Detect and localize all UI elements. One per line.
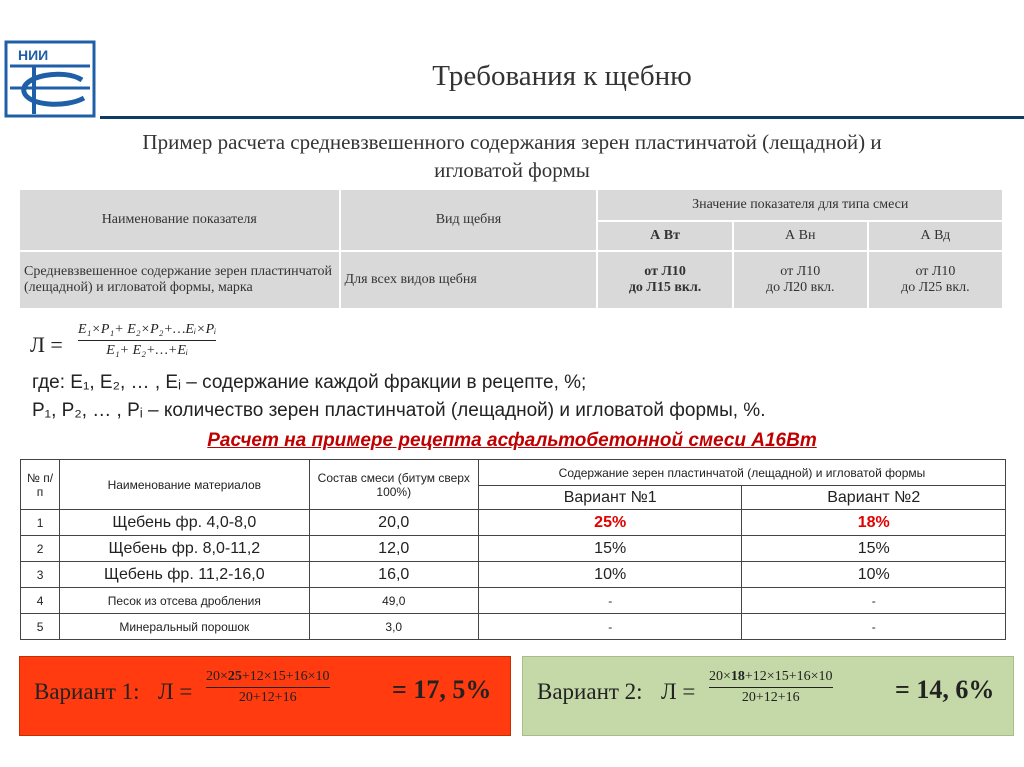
value-2-line-1: от Л10 [780, 264, 821, 279]
formula-lhs: Л = [30, 332, 63, 357]
fraction-bar [78, 340, 216, 341]
row-variant-1: - [478, 614, 742, 640]
header-divider [100, 116, 1024, 119]
value-1-line-1: от Л10 [644, 264, 686, 279]
requirements-table [18, 188, 1004, 310]
row-composition: 20,0 [309, 510, 478, 536]
row-composition: 3,0 [309, 614, 478, 640]
variant-1-fraction [206, 669, 330, 706]
header-indicator-value: Значение показателя для типа смеси [597, 189, 1003, 221]
formula-denominator: E₁+ E₂+…+Eᵢ [106, 343, 189, 358]
formula-numerator: E₁×P₁+ E₂×P₂+…Eᵢ×Pᵢ [78, 322, 217, 337]
variant-2-denominator: 20+12+16 [741, 690, 800, 705]
calculation-table [20, 459, 1006, 640]
variant-2-box [522, 656, 1014, 736]
legend-p: Р₁, Р₂, … , Рᵢ – количество зерен пластинчатой (лещадной) и игловатой формы, %. [32, 400, 766, 421]
variant-2-lhs: Л = [661, 679, 696, 704]
row-num: 5 [21, 614, 60, 640]
header-composition: Состав смеси (битум сверх 100%) [309, 460, 478, 510]
variant-1-num-a: 20× [206, 669, 228, 684]
row-variant-1: 25% [478, 510, 742, 536]
row-variant-2: - [742, 614, 1006, 640]
logo-text: НИИ [18, 47, 49, 63]
variant-2-num-b: 18 [730, 669, 745, 684]
variant-1-box [19, 656, 511, 736]
header-gravel-type: Вид щебня [340, 189, 598, 251]
subtitle-line-1: Пример расчета средневзвешенного содержания зерен пластинчатой (лещадной) и [142, 130, 882, 154]
header-num: № п/п [21, 460, 60, 510]
row-material: Песок из отсева дробления [60, 588, 310, 614]
legend-e: где: Е₁, Е₂, … , Еᵢ – содержание каждой фракции в рецепте, %; [32, 372, 587, 393]
variant-2-numerator [709, 669, 833, 685]
calculation-title: Расчет на примере рецепта асфальтобетонной смеси А16Вт [207, 430, 817, 451]
variant-1-label: Вариант 1: [34, 679, 140, 704]
row-variant-1: 10% [478, 562, 742, 588]
row-composition: 16,0 [309, 562, 478, 588]
row-num: 4 [21, 588, 60, 614]
row-variant-2: - [742, 588, 1006, 614]
variant-2-fraction [709, 669, 833, 706]
row-variant-1: - [478, 588, 742, 614]
header-content: Содержание зерен пластинчатой (лещадной) и игловатой формы [478, 460, 1005, 486]
value-1-line-2: до Л15 вкл. [628, 280, 702, 295]
subtitle-line-2: игловатой формы [434, 158, 590, 182]
value-3-line-1: от Л10 [915, 264, 956, 279]
row-variant-2: 15% [742, 536, 1006, 562]
value-2-line-2: до Л20 вкл. [766, 280, 835, 295]
mix-type-3: А Вд [868, 221, 1003, 251]
mix-type-1: А Вт [597, 221, 732, 251]
page-title: Требования к щебню [432, 60, 692, 92]
variant-1-result: = 17, 5% [392, 675, 492, 704]
table-row [21, 588, 1006, 614]
fraction-bar [709, 687, 833, 688]
subtitle [0, 128, 1024, 184]
fraction-bar [206, 687, 330, 688]
mix-type-2: А Вн [733, 221, 868, 251]
header-material: Наименование материалов [60, 460, 310, 510]
table-row [21, 614, 1006, 640]
variant-2-result: = 14, 6% [895, 675, 995, 704]
row-variant-2: 18% [742, 510, 1006, 536]
variant-1-denominator: 20+12+16 [238, 690, 297, 705]
row-num: 2 [21, 536, 60, 562]
variant-1-numerator [206, 669, 330, 685]
header-variant-2: Вариант №2 [742, 486, 1006, 510]
value-cell-2 [733, 251, 868, 309]
variant-1-num-c: +12×15+16×10 [241, 669, 330, 684]
row-num: 3 [21, 562, 60, 588]
row-material: Минеральный порошок [60, 614, 310, 640]
row-gravel-type: Для всех видов щебня [340, 251, 598, 309]
variant-1-num-b: 25 [227, 669, 242, 684]
row-composition: 49,0 [309, 588, 478, 614]
row-variant-1: 15% [478, 536, 742, 562]
row-composition: 12,0 [309, 536, 478, 562]
table-row [21, 536, 1006, 562]
value-3-line-2: до Л25 вкл. [901, 280, 970, 295]
value-cell-1 [597, 251, 732, 309]
row-variant-2: 10% [742, 562, 1006, 588]
row-material: Щебень фр. 4,0-8,0 [60, 510, 310, 536]
variant-2-num-c: +12×15+16×10 [744, 669, 833, 684]
value-cell-3 [868, 251, 1003, 309]
header-variant-1: Вариант №1 [478, 486, 742, 510]
header-indicator-name: Наименование показателя [19, 189, 340, 251]
variant-2-label: Вариант 2: [537, 679, 643, 704]
variant-1-lhs: Л = [158, 679, 193, 704]
table-row [21, 510, 1006, 536]
table-row [21, 562, 1006, 588]
institute-logo [4, 40, 96, 118]
row-material: Щебень фр. 8,0-11,2 [60, 536, 310, 562]
variant-2-num-a: 20× [709, 669, 731, 684]
formula-fraction [78, 322, 216, 359]
row-material: Щебень фр. 11,2-16,0 [60, 562, 310, 588]
row-num: 1 [21, 510, 60, 536]
row-indicator-name: Средневзвешенное содержание зерен пластинчатой (лещадной) и игловатой формы, марка [19, 251, 340, 309]
